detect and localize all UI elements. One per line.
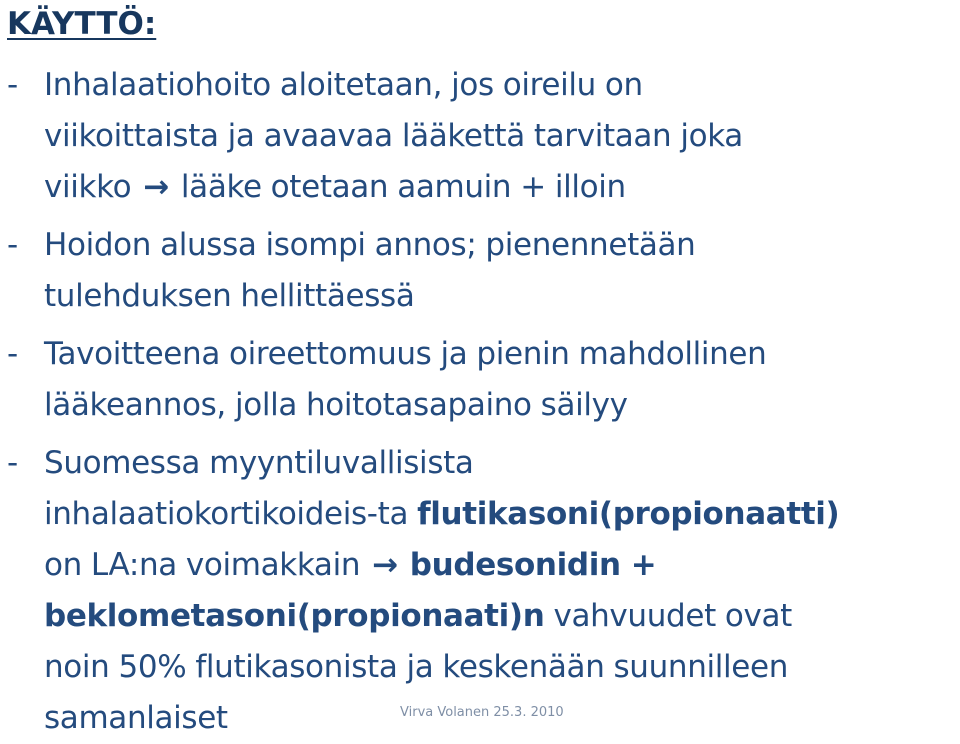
drug-name-budesonidi: budesonidin + (409, 547, 657, 583)
bullet-1-line-3 (44, 162, 960, 213)
bullet-4-line-3-start: on LA:na voimakkain (44, 547, 361, 583)
bullet-list (0, 60, 960, 744)
bullet-dash: - (7, 227, 18, 263)
bullet-1-line-3-end: lääke otetaan aamuin + illoin (180, 169, 626, 205)
bullet-4-line-2-start: inhalaatiokortikoideis-ta (44, 496, 409, 532)
bullet-item-4 (0, 438, 960, 744)
bullet-3-line-1: Tavoitteena oireettomuus ja pienin mahdollinen (44, 336, 767, 372)
bullet-2-line-2: tulehduksen hellittäessä (44, 278, 415, 314)
bullet-2-line-1: Hoidon alussa isompi annos; pienennetään (44, 227, 696, 263)
arrow-right-icon: → (143, 169, 169, 205)
bullet-4-line-6: samanlaiset (44, 700, 228, 736)
bullet-dash: - (7, 336, 18, 372)
bullet-item-3 (0, 329, 960, 431)
bullet-item-1 (0, 60, 960, 213)
bullet-dash: - (7, 67, 18, 103)
bullet-4-line-4-end: vahvuudet ovat (553, 598, 792, 634)
bullet-item-2 (0, 220, 960, 322)
bullet-1-line-1: Inhalaatiohoito aloitetaan, jos oireilu on (44, 67, 643, 103)
bullet-1-line-2: viikoittaista ja avaavaa lääkettä tarvitaan joka (44, 118, 743, 154)
drug-name-beklometasoni: beklometasoni(propionaati)n (44, 598, 545, 634)
bullet-3-line-2: lääkeannos, jolla hoitotasapaino säilyy (44, 387, 628, 423)
slide-footer: Virva Volanen 25.3. 2010 (400, 705, 564, 720)
bullet-4-line-2 (44, 489, 960, 540)
bullet-4-line-1: Suomessa myyntiluvallisista (44, 445, 474, 481)
bullet-1-line-3-start: viikko (44, 169, 132, 205)
arrow-right-icon: → (372, 547, 398, 583)
bullet-4-line-5: noin 50% flutikasonista ja keskenään suunnilleen (44, 649, 789, 685)
bullet-dash: - (7, 445, 18, 481)
bullet-4-line-3 (44, 540, 960, 591)
slide-title: KÄYTTÖ: (7, 6, 157, 42)
drug-name-flutikasoni: flutikasoni(propionaatti) (417, 496, 840, 532)
bullet-4-line-4 (44, 591, 960, 642)
